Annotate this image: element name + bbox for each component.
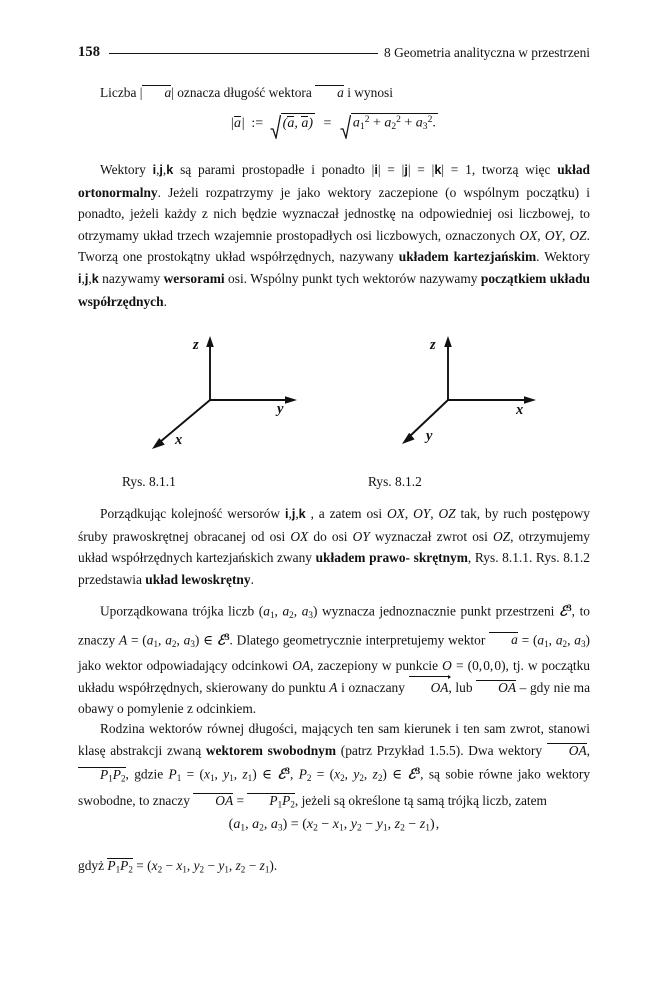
axis-label-x: x: [175, 432, 183, 448]
vector-oa-arrow: OA: [409, 677, 449, 699]
paragraph-handedness: Porządkując kolejność wersorów i,j,k , a zatem osi OX, OY, OZ tak, by ruch postępowy śruby prawoskrętnej obracanej od osi OX do osi OY wyznaczał zwrot osi OZ, otrzymujemy układ współrzędnych kartezjańskich zwany układem prawo- skrętnym, Rys. 8.1.1. Rys. 8.1.2 przedstawia układ lewoskrętny.: [78, 506, 590, 587]
figure-caption-1: Rys. 8.1.1: [122, 474, 176, 489]
page-number: 158: [78, 44, 101, 60]
vector-a-symbol: a: [142, 85, 171, 99]
paragraph-orthonormal: Wektory i,j,k są parami prostopadłe i ponadto |i| = |j| = |k| = 1, tworzą więc układ ortonormalny. Jeżeli rozpatrzymy je jako wektory zaczepione (o wspólnym początku) i ponadto, jeżeli każdy z nich będzie wyznaczał jednostkę na odpowiedniej osi liczbowej, to otrzymamy układ trzech wzajemnie prostopadłych osi liczbowych, oznaczonych OX, OY, OZ. Tworzą one prostokątny układ współrzędnych, nazywany układem kartezjańskim. Wektory i,j,k nazywamy wersorami osi. Wspólny punkt tych wektorów nazywamy początkiem układu współrzędnych.: [78, 162, 590, 309]
equation-coordinate-difference: ($a_1$, $a_2$, $a_3) = (x_2 - x_1$, $y_2 - y_1$, $z_2 - z_1$) ,: [228, 817, 440, 834]
axis-label-z: z: [193, 337, 199, 353]
header-rule: [109, 53, 378, 54]
axis-label-y: y: [277, 401, 284, 417]
axes-diagram-2: [396, 332, 606, 467]
page-header: [78, 44, 590, 61]
axis-label-z: z: [430, 337, 436, 353]
paragraph-free-vector: Rodzina wektorów równej długości, mających ten sam kierunek i ten sam zwrot, stanowi klasę abstrakcji zwaną wektorem swobodnym (patrz Przykład 1.5.5). Dwa wektory OA, $P_1P_2$, gdzie $P_1 = (x_1$, $y_1$, $z_1$) ∈ ℰ$^3$, $P_2 = (x_2$, $y_2$, $z_2$) ∈ ℰ$^3$, są sobie równe jako wektory swobodne, to znaczy OA = $P_1P_2$, jeżeli są określone tą samą trójką liczb, zatem: [78, 721, 591, 810]
axis-label-y: y: [426, 428, 433, 444]
figure-left-handed-axes: [396, 332, 606, 467]
closing-line: gdyż $P_1P_2 = (x_2 - x_1$, $y_2 - y_1$, $z_2 - z_1$).: [78, 858, 278, 875]
radical-inner-product: (a, a): [270, 113, 315, 131]
figure-caption-2: Rys. 8.1.2: [368, 474, 422, 489]
figure-row: [78, 332, 590, 492]
intro-paragraph-block: [78, 82, 590, 104]
segment-oa-bar: OA: [476, 680, 516, 694]
intro-sentence: Liczba | a| oznacza długość wektora a i wynosi: [100, 85, 393, 100]
figure-right-handed-axes: [144, 332, 354, 467]
vector-a-symbol-2: a: [315, 85, 344, 99]
chapter-title: 8 Geometria analityczna w przestrzeni: [384, 44, 590, 60]
radical-components: $a_1^2 + a_2^2 + a_3^2$.: [340, 113, 438, 133]
axis-label-x: x: [516, 402, 524, 418]
equation-vector-norm: |a| := (a, a) = $a_1^2 + a_2^2 + a_3^2$.: [78, 113, 590, 133]
paragraph-ordered-triple: Uporządkowana trójka liczb ($a_1$, $a_2$, $a_3$) wyznacza jednoznacznie punkt przestrzeni ℰ$^3$, to znaczy $A = (a_1$, $a_2$, $a_3$) ∈ ℰ$^3$. Dlatego geometrycznie interpretujemy wektor $a = (a_1$, $a_2$, $a_3$) jako wektor odpowiadający odcinkowi OA, zaczepiony w punkcie O = (0, 0, 0), tj. w początku układu współrzędnych, skierowany do punktu A i oznaczany OA, lub OA – gdy nie ma obawy o pomylenie z odcinkiem.: [78, 603, 591, 717]
